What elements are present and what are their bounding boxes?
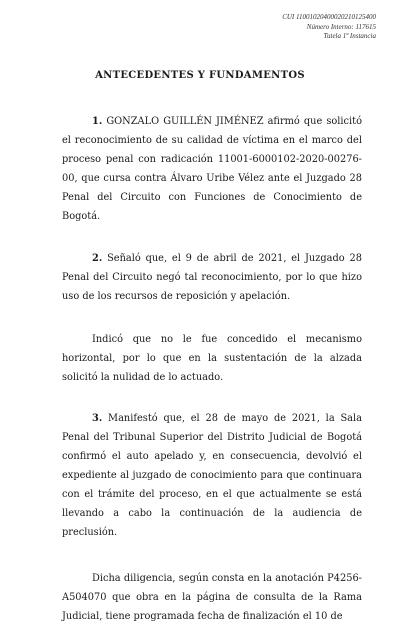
- paragraph-5: [62, 569, 362, 626]
- paragraph-number: 2.: [92, 253, 103, 264]
- internal-number: Número Interno: 117615: [306, 22, 376, 31]
- paragraph-text: Señaló que, el 9 de abril de 2021, el Juzgado 28 Penal del Circuito negó tal reconocimiento, por lo que hizo uso de los recursos de reposición y apelación.: [62, 253, 362, 302]
- instance-label: Tutela 1ª Instancia: [323, 32, 376, 40]
- section-title: ANTECEDENTES Y FUNDAMENTOS: [95, 70, 305, 81]
- paragraph-number: 3.: [92, 413, 103, 424]
- paragraph-number: 1.: [92, 116, 103, 127]
- paragraph-2: [62, 249, 362, 306]
- case-cui: CUI 11001020400020210125400: [282, 13, 376, 21]
- paragraph-text: Dicha diligencia, según consta en la anotación P4256-A504070 que obra en la página de consulta de la Rama Judicial, tiene programada fecha de finalización el 10 de: [62, 573, 362, 622]
- paragraph-text: Indicó que no le fue concedido el mecanismo horizontal, por lo que en la sustentación de la alzada solicitó la nulidad de lo actuado.: [62, 334, 362, 383]
- paragraph-1: [62, 112, 362, 226]
- paragraph-text: GONZALO GUILLÉN JIMÉNEZ afirmó que solicitó el reconocimiento de su calidad de víctima en el marco del proceso penal con radicación 11001-6000102-2020-00276-00, que cursa contra Álvaro Uribe Vélez ante el Juzgado 28 Penal del Circuito con Funciones de Conocimiento de Bogotá.: [62, 116, 362, 222]
- paragraph-text: Manifestó que, el 28 de mayo de 2021, la Sala Penal del Tribunal Superior del Distrito Judicial de Bogotá confirmó el auto apelado y, en consecuencia, devolvió el expediente al juzgado de conocimiento para que continuara con el trámite del proceso, en el que actualmente se está llevando a cabo la continuación de la audiencia de preclusión.: [62, 413, 362, 538]
- paragraph-4: [62, 409, 362, 542]
- case-header: [282, 13, 376, 42]
- paragraph-3: [62, 330, 362, 387]
